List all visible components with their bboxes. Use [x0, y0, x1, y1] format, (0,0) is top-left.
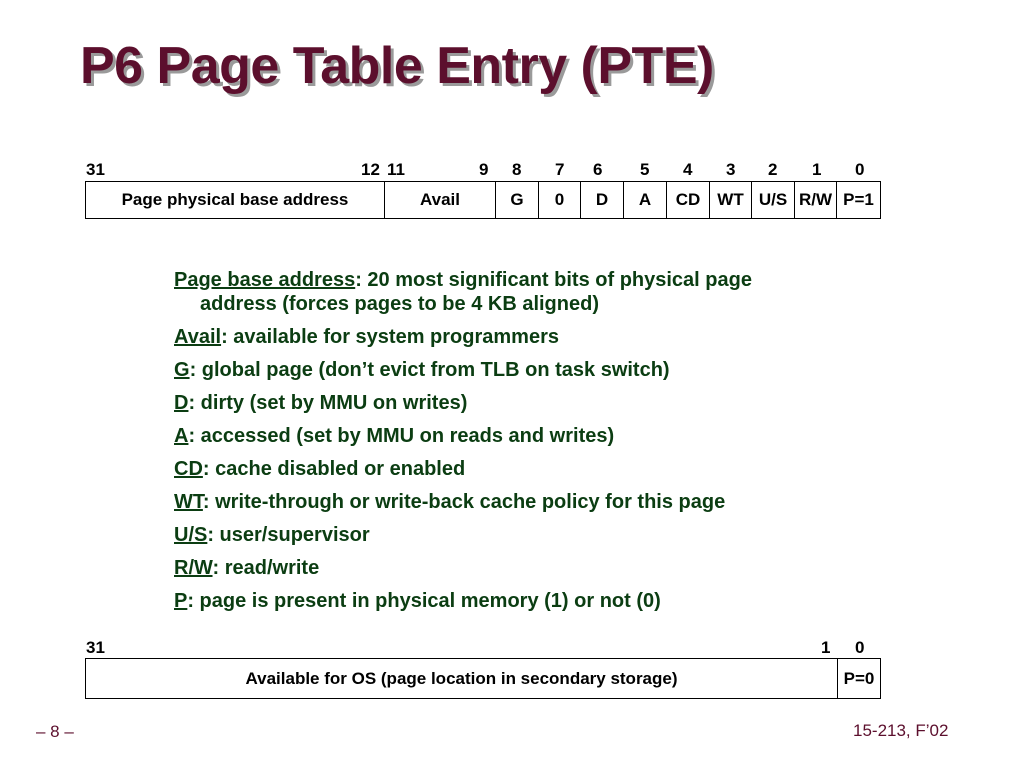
definition-continuation: address (forces pages to be 4 KB aligned) [200, 293, 599, 315]
definition-text: : accessed (set by MMU on reads and writes) [188, 425, 615, 447]
definition-text: : dirty (set by MMU on writes) [188, 392, 468, 414]
bit-label: 4 [683, 160, 693, 179]
definition-item [174, 457, 874, 481]
field-d: D [581, 182, 624, 218]
definition-text: : read/write [212, 557, 320, 579]
bit-label: 9 [479, 160, 489, 179]
definition-text: : user/supervisor [207, 524, 370, 546]
definition-term: G [174, 359, 190, 381]
definition-text: : write-through or write-back cache policy for this page [202, 491, 726, 513]
field-a: A [624, 182, 667, 218]
bit-label: 8 [512, 160, 522, 179]
bit-label: 7 [555, 160, 565, 179]
definition-item [174, 391, 874, 415]
definition-term: P [174, 590, 188, 612]
slide-title: P6 Page Table Entry (PTE) [80, 37, 714, 95]
definition-term: D [174, 392, 189, 414]
bit-label: 0 [855, 638, 865, 657]
course-label: 15-213, F’02 [853, 721, 949, 740]
pte-absent-table [85, 658, 881, 699]
definition-text: : page is present in physical memory (1) or not (0) [187, 590, 661, 612]
definition-term: A [174, 425, 189, 447]
definition-item [174, 523, 874, 547]
bit-label: 1 [821, 638, 831, 657]
field-p: P=0 [843, 668, 875, 688]
bit-label: 2 [768, 160, 778, 179]
definition-term: CD [174, 458, 203, 480]
definition-item [174, 424, 874, 448]
pte-present-table [85, 181, 881, 219]
field-g: G [496, 182, 539, 218]
field-p: P=1 [843, 190, 874, 209]
bit-label: 0 [855, 160, 865, 179]
definition-item [174, 358, 874, 382]
definition-term: Avail [174, 326, 222, 348]
field-zero: 0 [539, 182, 581, 218]
bit-label: 6 [593, 160, 603, 179]
field-page-base-address: Page physical base address [86, 182, 385, 218]
field-definitions [174, 268, 874, 622]
field-avail: Avail [385, 182, 496, 218]
definition-item [174, 556, 874, 580]
definition-item [174, 325, 874, 349]
field-cd: CD [667, 182, 710, 218]
definition-term: U/S [174, 524, 208, 546]
field-rw: R/W [795, 182, 837, 218]
page-number: – 8 – [36, 722, 74, 741]
bit-label: 5 [640, 160, 650, 179]
bit-label: 11 [387, 160, 405, 179]
definition-term: R/W [174, 557, 213, 579]
definition-text: : available for system programmers [221, 326, 559, 348]
bit-label: 31 [86, 160, 105, 179]
bit-label: 3 [726, 160, 736, 179]
definition-text: : 20 most significant bits of physical page [355, 269, 752, 291]
definition-item [174, 490, 874, 514]
field-available-for-os: Available for OS (page location in secondary storage) [86, 659, 838, 698]
definition-text: : cache disabled or enabled [202, 458, 466, 480]
bit-label: 31 [86, 638, 105, 657]
bit-label: 12 [361, 160, 380, 179]
definition-item [174, 268, 874, 316]
field-us: U/S [752, 182, 795, 218]
field-wt: WT [710, 182, 752, 218]
bit-label: 1 [812, 160, 822, 179]
definition-term: WT [174, 491, 203, 513]
definition-term: Page base address [174, 269, 356, 291]
definition-item [174, 589, 874, 613]
definition-text: : global page (don’t evict from TLB on task switch) [189, 359, 670, 381]
